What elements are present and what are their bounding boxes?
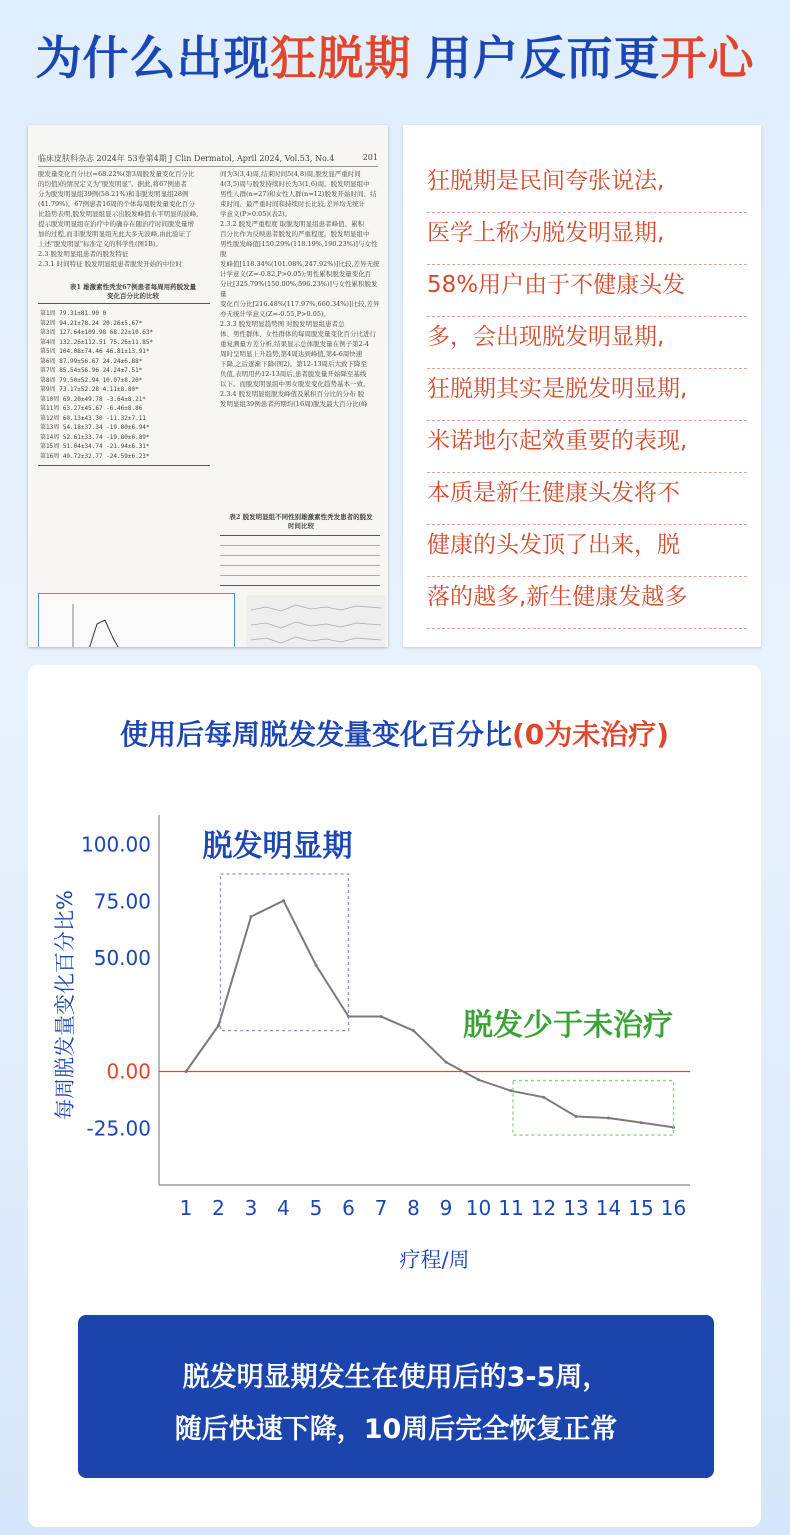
- paper-header-text: 临床皮肤科杂志 2024年 53卷第4期 J Clin Dermatol, April 2024, Vol.53, No.4: [38, 154, 335, 163]
- x-axis-label: 疗程/周: [399, 1248, 470, 1272]
- paper-table1-title: 表1 雄激素性秃发67例患者每周用药脱发量 变化百分比的比较: [69, 283, 197, 300]
- x-tick-label: 10: [465, 1196, 492, 1220]
- annotation-label: 脱发明显期: [202, 829, 353, 865]
- data-point: [250, 915, 253, 918]
- headline-part2: 狂脱期: [270, 31, 412, 85]
- data-point: [575, 1115, 578, 1118]
- y-tick-label: 50.00: [93, 946, 151, 971]
- data-point: [640, 1121, 643, 1124]
- data-point: [315, 964, 318, 967]
- banner-line-1: 脱发明显期发生在使用后的3-5周，: [182, 1362, 610, 1393]
- x-tick-label: 4: [277, 1196, 290, 1220]
- data-point: [282, 899, 285, 902]
- data-point: [380, 1015, 383, 1018]
- y-tick-label: -25.00: [86, 1116, 151, 1141]
- x-tick-label: 11: [498, 1196, 524, 1220]
- explain-line: 健康的头发顶了出来，脱: [427, 525, 747, 577]
- paper-figure-a: [38, 593, 235, 647]
- paper-table2-title: 表2 脱发明显组不同性别雄激素性秃发患者的脱发 时间比较: [229, 513, 373, 530]
- data-point: [477, 1078, 480, 1081]
- x-tick-label: 7: [374, 1196, 388, 1220]
- data-point: [607, 1117, 610, 1120]
- data-point: [185, 1070, 188, 1073]
- paper-table1: 第1周 79.31±81.90 0 第2周 94.21±78.24 20.26±5.67* 第3周 127.64±109.98 68.22±10.63* 第4周 132.26±112.51 75.26±11.85* 第5周 104.08±74.46 46.81±13.91* 第6周 87.99±56.67 24.24±6.88* 第7周 85.54±56.96 24.24±7.51* 第8周 79.50±52.94 10.07±8.20* 第9周 73.17±52.28 4.11±8.80* 第10周 69.20±49.78 -3.64±8.21* 第11周 63.27±45.67 -6.46±8.86 第12周 60.13±43.30 -11.32±7.11 第13周 54.18±37.34 -19.80±6.94* 第14周 52.61±33.74 -19.80±6.89* 第15周 51.04±34.74 -21.94±6.31* 第16周 49.72±32.77 -24.59±6.23*: [40, 310, 154, 460]
- headline-part3: 用户反而更: [425, 31, 661, 85]
- explain-line: 米诺地尔起效重要的表现,: [427, 421, 747, 473]
- paper-column-2: 间为3(3,4)周,结束时间5(4,8)周,脱发显严重时间 4(3,5)周与脱发持续时长为3(1,6)周。脱发明显组中 男性人群(n=27)和女性人群(n=12)脱发开始时间、结 束时间、最严重时间和持续时长比较,差异均无统计 学意义(P>0.05)(表2)。 2.3.2 脱发严重程度 取脱发明显组患者峰值、累积 百分比作为反映患者脱发的严重程度。脱发明显组中 男性脱发峰值[150.29%(118.19%,190.23%)]与女性脱 发峰值[118.34%(101.08%,247.92%)]比较,差异无统 计学意义(Z=-0.82,P>0.05);男性累积脱发量变化百 分比[325.79%(150.00%,596.23%)]与女性累积脱发量 变化百分比[216.48%(117.97%,660.34%)]比较,差异 亦无统计学意义(Z=-0.55,P>0.05)。 2.3.3 脱发明显趋势图 对脱发明显组患者总 体、男性群体、女性群体的每周脱发量变化百分比进行 重复测量方差分析,结果显示总体脱发量在例子第2-4 周时呈明显上升趋势,第4周达到峰值,第4-6周快速 下降,之后逐渐下降(图2)。第12-13周后大致下降至 负值,表明用药12-13周后,患者脱发量开始降至基线 以下。而脱发明显组中男女脱发变化趋势基本一致。 2.3.4 脱发明显组脱发峰值及累积百分比的分布 脱 发明显组39例患者药期均(16周)脱发最大百分比(峰: [220, 170, 380, 408]
- chart-title-paren: (0为未治疗): [511, 718, 670, 751]
- explain-line: 医学上称为脱发明显期,: [427, 213, 747, 265]
- page-headline: [0, 22, 790, 88]
- annotation-box: [513, 1081, 674, 1135]
- y-tick-label: 75.00: [93, 889, 151, 914]
- chart-card: [28, 665, 761, 1527]
- x-tick-label: 1: [179, 1196, 193, 1220]
- x-tick-label: 2: [212, 1196, 225, 1220]
- x-tick-label: 13: [563, 1196, 589, 1220]
- x-tick-label: 16: [660, 1196, 687, 1220]
- annotation-label: 脱发少于未治疗: [463, 1008, 673, 1043]
- paper-figure-b: [246, 595, 386, 647]
- journal-paper-image: [28, 125, 388, 647]
- x-tick-label: 8: [407, 1196, 420, 1220]
- x-tick-label: 5: [309, 1196, 323, 1220]
- y-axis-label: 每周脱发量变化百分比%: [53, 890, 77, 1120]
- explain-line: 狂脱期是民间夸张说法,: [427, 161, 747, 213]
- x-tick-label: 12: [530, 1196, 557, 1220]
- y-tick-label: 0.00: [106, 1059, 151, 1084]
- x-tick-label: 6: [342, 1196, 355, 1220]
- data-point: [217, 1024, 220, 1027]
- data-point: [542, 1096, 545, 1099]
- paper-page-number: 201: [362, 153, 378, 162]
- paper-header: [38, 153, 378, 167]
- line-chart: [28, 665, 761, 1285]
- data-point: [445, 1061, 448, 1064]
- x-tick-label: 15: [628, 1196, 654, 1220]
- paper-column-1: 脱发量变化百分比(=68.22%(第3周脱发量变化百分比 的均值)的情况定义为"脱发明显"。据此,将67例患者 分为脱发明显组39例(58.21%)和非脱发明显组28例 (41.79%)。67例患者16周的个体每周脱发量变化百分 比趋势表明,脱发明显组显示出脱发峰值水平明显的波峰, 提示脱发明显组在治疗中的确存在随治疗时间脱发量增 加的过程,而非脱发明显组无此大多无波峰,由此验证了 上述"脱发明显"标准定义的科学性(图1B)。 2.3 脱发明显组患者的脱发特征 2.3.1 时间特征 脱发明显组患者脱发开始的中位时: [38, 170, 199, 268]
- chart-title-main: 使用后每周脱发发量变化百分比: [119, 718, 512, 751]
- summary-banner: [78, 1315, 714, 1478]
- x-tick-label: 14: [595, 1196, 622, 1220]
- data-point: [412, 1029, 415, 1032]
- explain-line: 多，会出现脱发明显期,: [427, 317, 747, 369]
- explanation-panel: [403, 125, 761, 647]
- headline-part4: 开心: [660, 31, 755, 85]
- explain-line: 落的越多,新生健康发越多: [427, 577, 747, 629]
- banner-line-2: 随后快速下降，10周后完全恢复正常: [174, 1414, 618, 1445]
- y-tick-label: 100.00: [81, 832, 151, 857]
- explain-line: 狂脱期其实是脱发明显期,: [427, 369, 747, 421]
- explain-line: 本质是新生健康头发将不: [427, 473, 747, 525]
- headline-part1: 为什么出现: [35, 31, 271, 85]
- x-tick-label: 9: [439, 1196, 453, 1220]
- explain-line: 58%用户由于不健康头发: [427, 265, 747, 317]
- data-point: [510, 1089, 513, 1092]
- x-tick-label: 3: [244, 1196, 258, 1220]
